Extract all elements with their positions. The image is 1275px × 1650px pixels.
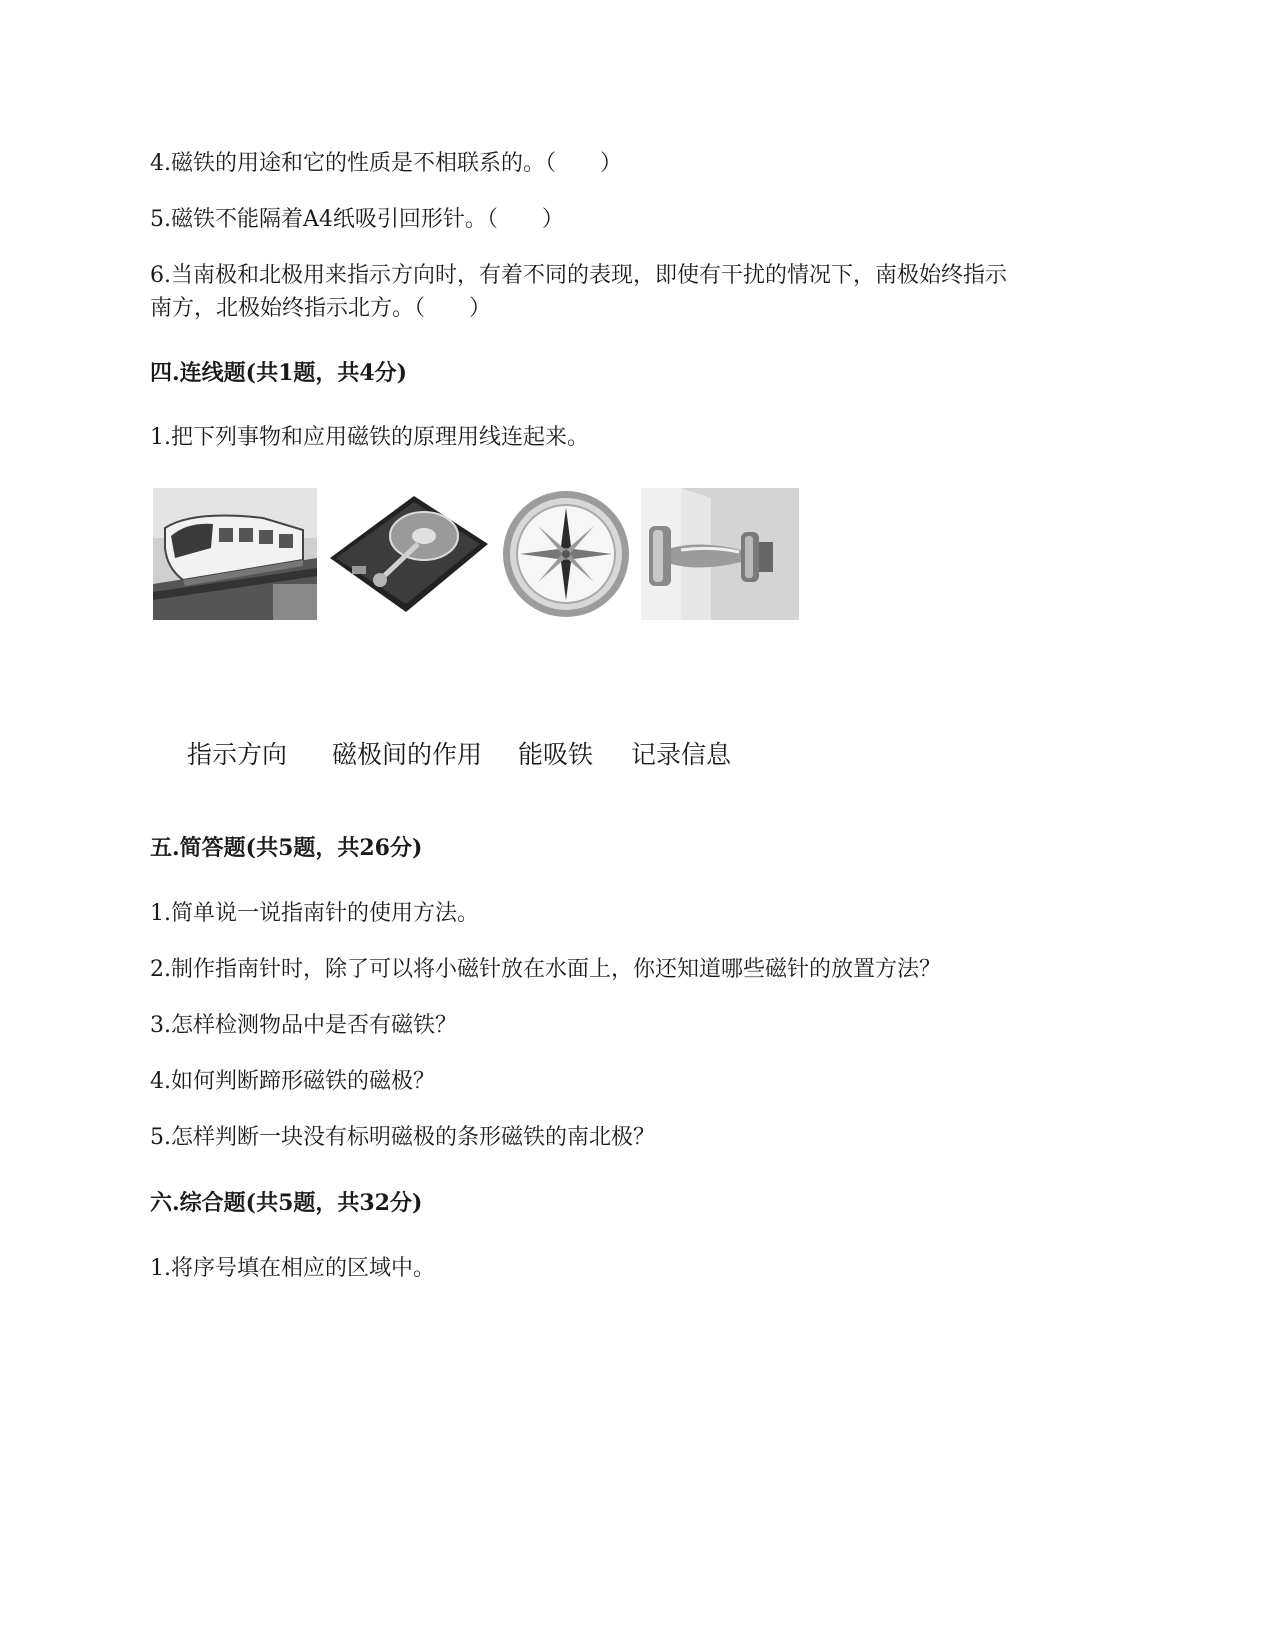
label-record-info: 记录信息 [631, 740, 732, 769]
question-6-1: 1.将序号填在相应的区域中。 [150, 1256, 435, 1281]
question-3-6 [150, 259, 1130, 325]
section-6-heading: 六.综合题(共5题，共32分) [150, 1190, 423, 1216]
question-3-6-line2: 南方，北极始终指示北方。（ ） [150, 296, 492, 321]
section-5-heading: 五.简答题(共5题，共26分) [150, 835, 423, 861]
door-stopper-image [641, 488, 799, 620]
label-direction: 指示方向 [187, 740, 288, 769]
hard-disk-image [322, 488, 492, 620]
section-4-heading: 四.连线题(共1题，共4分) [150, 360, 408, 386]
question-5-2: 2.制作指南针时，除了可以将小磁针放在水面上，你还知道哪些磁针的放置方法？ [150, 957, 941, 982]
question-5-1: 1.简单说一说指南针的使用方法。 [150, 901, 479, 926]
question-5-5: 5.怎样判断一块没有标明磁极的条形磁铁的南北极？ [150, 1125, 655, 1150]
compass-image [498, 488, 634, 620]
question-4-1: 1.把下列事物和应用磁铁的原理用线连起来。 [150, 425, 589, 450]
maglev-train-image [153, 488, 317, 620]
label-attract-iron: 能吸铁 [518, 740, 594, 769]
question-3-4: 4.磁铁的用途和它的性质是不相联系的。（ ） [150, 151, 622, 176]
question-3-6-line1: 6.当南极和北极用来指示方向时，有着不同的表现，即使有干扰的情况下，南极始终指示 [150, 263, 1007, 288]
question-3-5: 5.磁铁不能隔着A4纸吸引回形针。（ ） [150, 207, 564, 232]
question-5-4: 4.如何判断蹄形磁铁的磁极？ [150, 1069, 435, 1094]
label-pole-interaction: 磁极间的作用 [332, 740, 483, 769]
question-5-3: 3.怎样检测物品中是否有磁铁？ [150, 1013, 457, 1038]
